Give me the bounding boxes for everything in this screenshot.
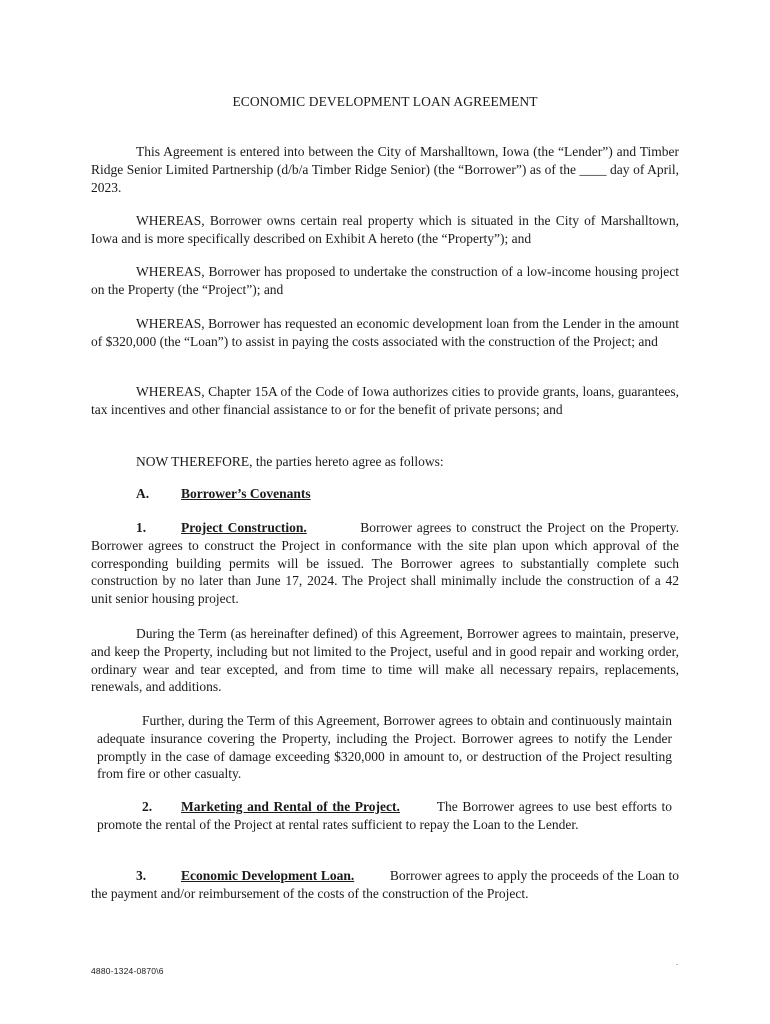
item-2-number: 2.: [142, 799, 153, 814]
section-a-letter: A.: [136, 486, 150, 501]
insurance-paragraph: Further, during the Term of this Agreement, Borrower agrees to obtain and continuously maintain adequate insurance covering the Property, including the Project. Borrower agrees to notify the Lender promptly in the case of damage exceeding $320,000 in amount to, or destruction of the Project resulting from fire or other casualty.: [97, 713, 672, 782]
item-3-number: 3.: [136, 868, 147, 883]
term-maintenance-paragraph: During the Term (as hereinafter defined) of this Agreement, Borrower agrees to maintain, preserve, and keep the Property, including but not limited to the Project, useful and in good repair and working order, ordinary wear and tear excepted, and from time to time will make all necessary repairs, replacements, renewals, and additions.: [91, 626, 679, 695]
item-2-heading: Marketing and Rental of the Project.: [181, 799, 400, 814]
now-therefore-paragraph: NOW THEREFORE, the parties hereto agree as follows:: [136, 454, 444, 469]
whereas-property-paragraph: WHEREAS, Borrower owns certain real property which is situated in the City of Marshalltown, Iowa and is more specifically described on Exhibit A hereto (the “Property”); and: [91, 213, 679, 246]
footer-document-id: 4880-1324-0870\6: [91, 966, 164, 976]
whereas-loan-paragraph: WHEREAS, Borrower has requested an economic development loan from the Lender in the amount of $320,000 (the “Loan”) to assist in paying the costs associated with the construction of the Project; and: [91, 316, 679, 349]
item-3-text: Borrower agrees to apply the proceeds of the Loan to the payment and/or reimbursement of the costs of the construction of the Project.: [91, 868, 679, 901]
section-a-heading: [136, 486, 311, 502]
item-1-paragraph: [91, 519, 679, 608]
item-1-number: 1.: [136, 520, 147, 535]
intro-paragraph: This Agreement is entered into between the City of Marshalltown, Iowa (the “Lender”) and Timber Ridge Senior Limited Partnership (d/b/a Timber Ridge Senior) (the “Borrower”) as of the ____ day of April, 2023.: [91, 144, 679, 195]
document-title: ECONOMIC DEVELOPMENT LOAN AGREEMENT: [232, 94, 538, 109]
item-2-text: The Borrower agrees to use best efforts to promote the rental of the Project at rental rates sufficient to repay the Loan to the Lender.: [97, 799, 672, 832]
whereas-chapter-paragraph: WHEREAS, Chapter 15A of the Code of Iowa authorizes cities to provide grants, loans, guarantees, tax incentives and other financial assistance to or for the benefit of private persons; and: [91, 384, 679, 417]
item-3-paragraph: [91, 867, 679, 903]
item-1-text: Borrower agrees to construct the Project on the Property. Borrower agrees to construct the Project in conformance with the site plan upon which approval of the corresponding building permits will be issued. The Borrower agrees to substantially complete such construction by no later than June 17, 2024. The Project shall minimally include the construction of a 42 unit senior housing project.: [91, 520, 679, 607]
item-3-heading: Economic Development Loan.: [181, 868, 355, 883]
whereas-project-paragraph: WHEREAS, Borrower has proposed to undertake the construction of a low-income housing project on the Property (the “Project”); and: [91, 264, 679, 297]
item-2-paragraph: [97, 798, 672, 834]
section-a-title: Borrower’s Covenants: [181, 486, 311, 501]
item-1-heading: Project Construction.: [181, 520, 307, 535]
footer-mark: .: [676, 958, 678, 967]
